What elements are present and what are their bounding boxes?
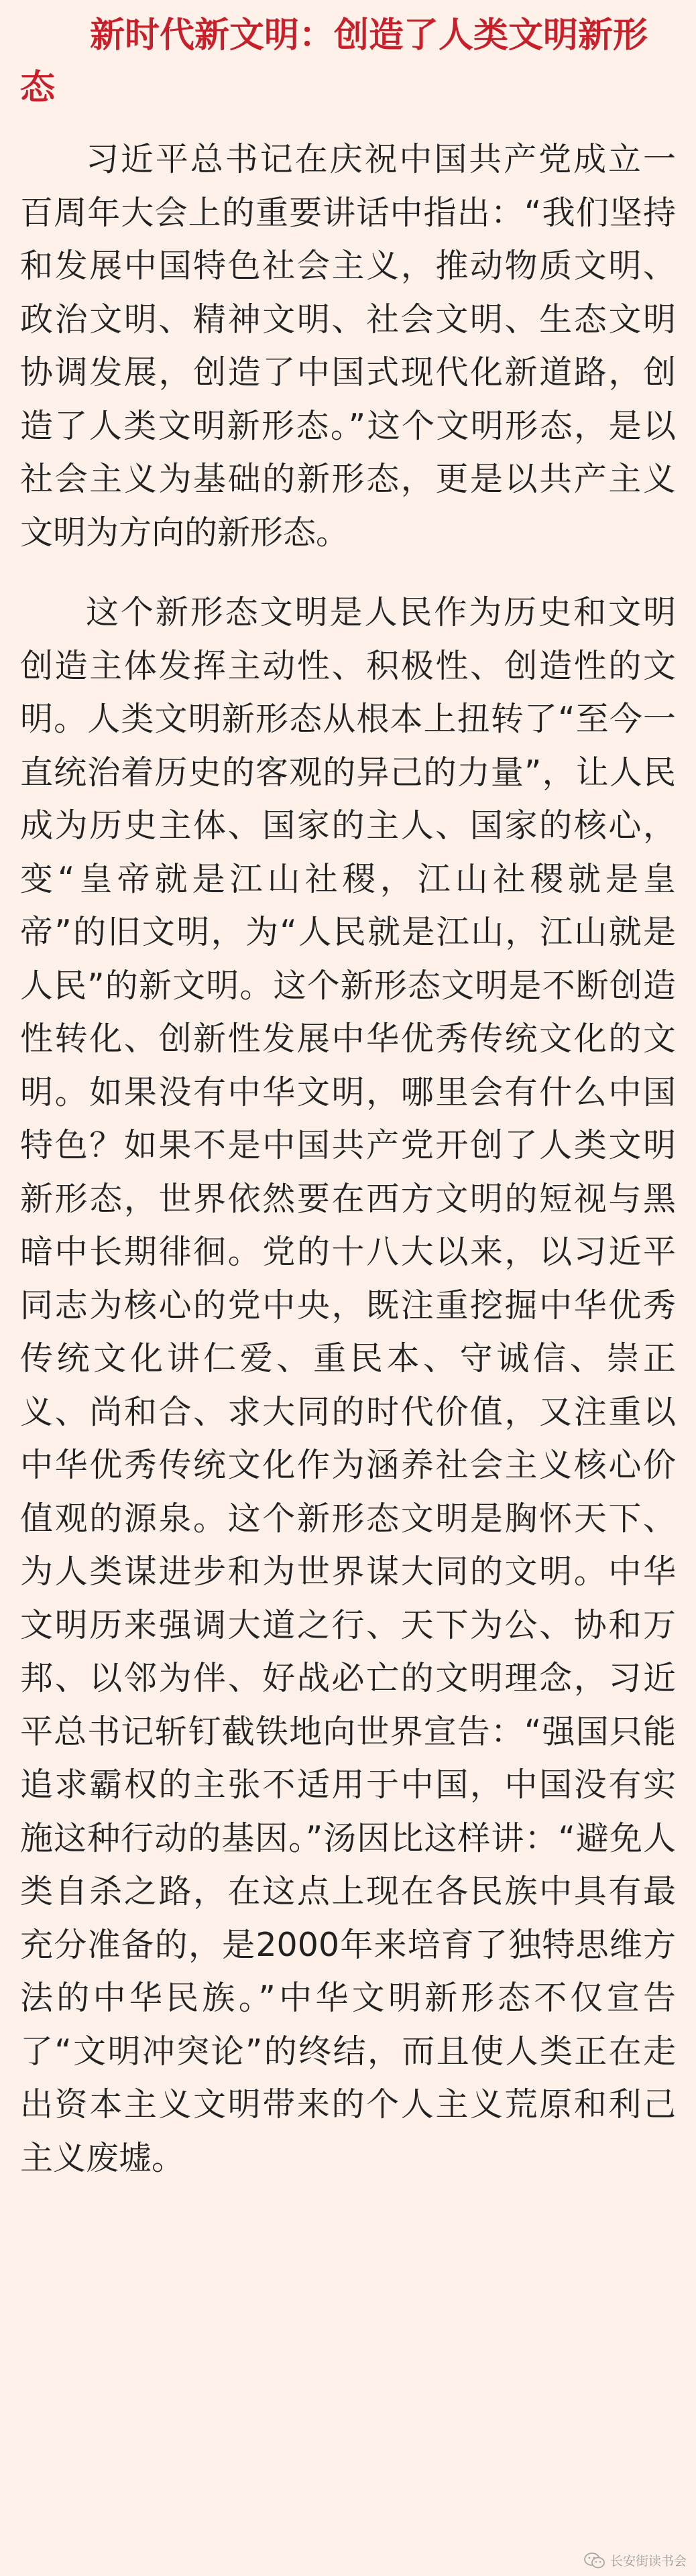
article-title: 新时代新文明：创造了人类文明新形态: [20, 15, 648, 108]
article-paragraph-2: 这个新形态文明是人民作为历史和文明创造主体发挥主动性、积极性、创造性的文明。人类文明新形态从根本上扭转了“至今一直统治着历史的客观的异己的力量”，让人民成为历史主体、国家的主人、国家的核心，变“皇帝就是江山社稷，江山社稷就是皇帝”的旧文明，为“人民就是江山，江山就是人民”的新文明。这个新形态文明是不断创造性转化、创新性发展中华优秀传统文化的文明。如果没有中华文明，哪里会有什么中国特色？如果不是中国共产党开创了人类文明新形态，世界依然要在西方文明的短视与黑暗中长期徘徊。党的十八大以来，以习近平同志为核心的党中央，既注重挖掘中华优秀传统文化讲仁爱、重民本、守诚信、崇正义、尚和合、求大同的时代价值，又注重以中华优秀传统文化作为涵养社会主义核心价值观的源泉。这个新形态文明是胸怀天下、为人类谋进步和为世界谋大同的文明。中华文明历来强调大道之行、天下为公、协和万邦、以邻为伴、好战必亡的文明理念，习近平总书记斩钉截铁地向世界宣告：“强国只能追求霸权的主张不适用于中国，中国没有实施这种行动的基因。”汤因比这样讲：“避免人类自杀之路，在这点上现在各民族中具有最充分准备的，是2000年来培育了独特思维方法的中华民族。”中华文明新形态不仅宣告了“文明冲突论”的终结，而且使人类正在走出资本主义文明带来的个人主义荒原和利己主义废墟。: [20, 593, 676, 2177]
watermark-text: 长安街读书会: [610, 2554, 687, 2569]
article-paragraph-1: 习近平总书记在庆祝中国共产党成立一百周年大会上的重要讲话中指出：“我们坚持和发展中国特色社会主义，推动物质文明、政治文明、精神文明、社会文明、生态文明协调发展，创造了中国式现代化新道路，创造了人类文明新形态。”这个文明形态，是以社会主义为基础的新形态，更是以共产主义文明为方向的新形态。: [20, 140, 676, 552]
source-watermark: [583, 2551, 687, 2569]
wechat-icon: [583, 2552, 606, 2569]
